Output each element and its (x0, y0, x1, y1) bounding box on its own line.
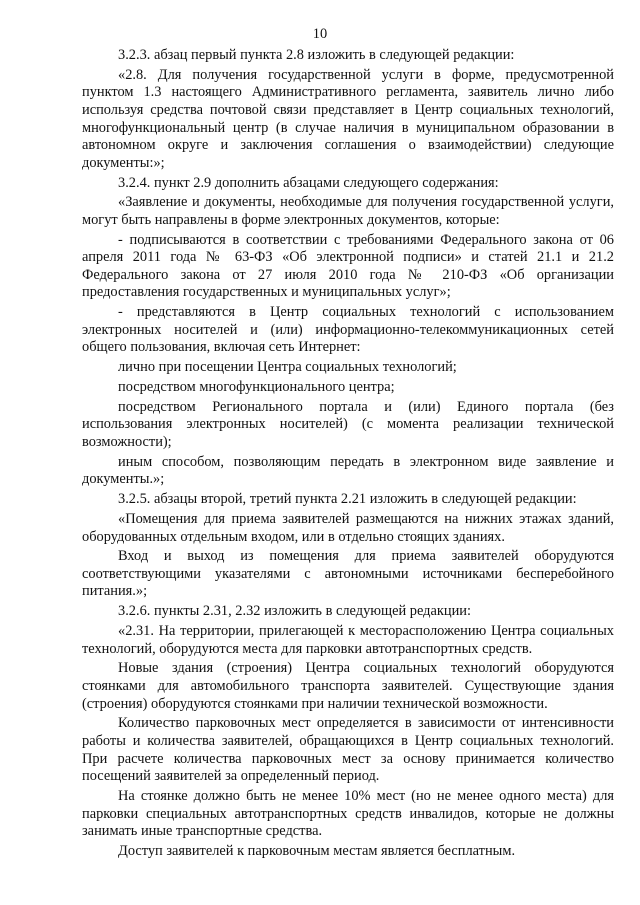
paragraph-premises: «Помещения для приема заявителей размещаются на нижних этажах зданий, оборудованных отдельным входом, или в отдельно стоящих зданиях. (82, 510, 614, 545)
list-item-in-person: лично при посещении Центра социальных технологий; (118, 359, 457, 376)
document-body (82, 47, 614, 863)
list-item-other-way: иным способом, позволяющим передать в электронном виде заявление и документы.»; (82, 453, 614, 488)
paragraph-parking-count: Количество парковочных мест определяется в зависимости от интенсивности работы и количества заявителей, обращающихся в Центр социальных технологий. При расчете количества парковочных мест за основу принимается количество посещений заявителей за определенный период. (82, 715, 614, 785)
paragraph-new-buildings: Новые здания (строения) Центра социальных технологий оборудуются стоянками для автомобильного транспорта заявителей. Существующие здания (строения) оборудуются стоянками при наличии технической возможности. (82, 660, 614, 712)
paragraph-3-2-5: 3.2.5. абзацы второй, третий пункта 2.21 изложить в следующей редакции: (118, 491, 577, 508)
paragraph-entrance-exit: Вход и выход из помещения для приема заявителей оборудуются соответствующими указателями с автономными источниками бесперебойного питания.»; (82, 548, 614, 600)
page-number: 10 (312, 26, 328, 42)
paragraph-3-2-3: 3.2.3. абзац первый пункта 2.8 изложить в следующей редакции: (118, 47, 515, 63)
list-item-portal: посредством Регионального портала и (или) Единого портала (без использования электронных носителей) (с момента реализации технической возможности); (82, 398, 614, 450)
paragraph-electronic-documents: «Заявление и документы, необходимые для получения государственной услуги, могут быть направлены в форме электронных документов, которые: (82, 194, 614, 228)
paragraph-signed-docs: - подписываются в соответствии с требованиями Федерального закона от 06 апреля 2011 года № 63-ФЗ «Об электронной подписи» и статей 21.1 и 21.2 Федерального закона от 27 июля 2010 года № 210-ФЗ «Об организации предоставления государственных и муниципальных услуг»; (82, 231, 614, 301)
paragraph-free-parking: Доступ заявителей к парковочным местам является бесплатным. (118, 842, 516, 859)
paragraph-2-31-parking: «2.31. На территории, прилегающей к месторасположению Центра социальных технологий, оборудуются места для парковки автотранспортных средств. (82, 623, 614, 657)
paragraph-3-2-6: 3.2.6. пункты 2.31, 2.32 изложить в следующей редакции: (118, 603, 471, 620)
paragraph-submitted-docs: - представляются в Центр социальных технологий с использованием электронных носителей и (или) информационно-телекоммуникационных сетей общего пользования, включая сеть Интернет: (82, 304, 614, 356)
list-item-mfc: посредством многофункционального центра; (118, 379, 395, 395)
paragraph-3-2-4: 3.2.4. пункт 2.9 дополнить абзацами следующего содержания: (118, 174, 499, 191)
paragraph-2-8-text: «2.8. Для получения государственной услуги в форме, предусмотренной пунктом 1.3 настоящего Административного регламента, заявитель лично либо используя средства почтовой связи представляет в Центр социальных технологий, многофункциональный центр (в случае наличия в муниципальном образовании в автономном округе и заключения соглашения о взаимодействии) следующие документы:»; (82, 66, 614, 171)
paragraph-disabled-parking: На стоянке должно быть не менее 10% мест (но не менее одного места) для парковки специальных автотранспортных средств инвалидов, которые не должны занимать иные транспортные средства. (82, 787, 614, 840)
